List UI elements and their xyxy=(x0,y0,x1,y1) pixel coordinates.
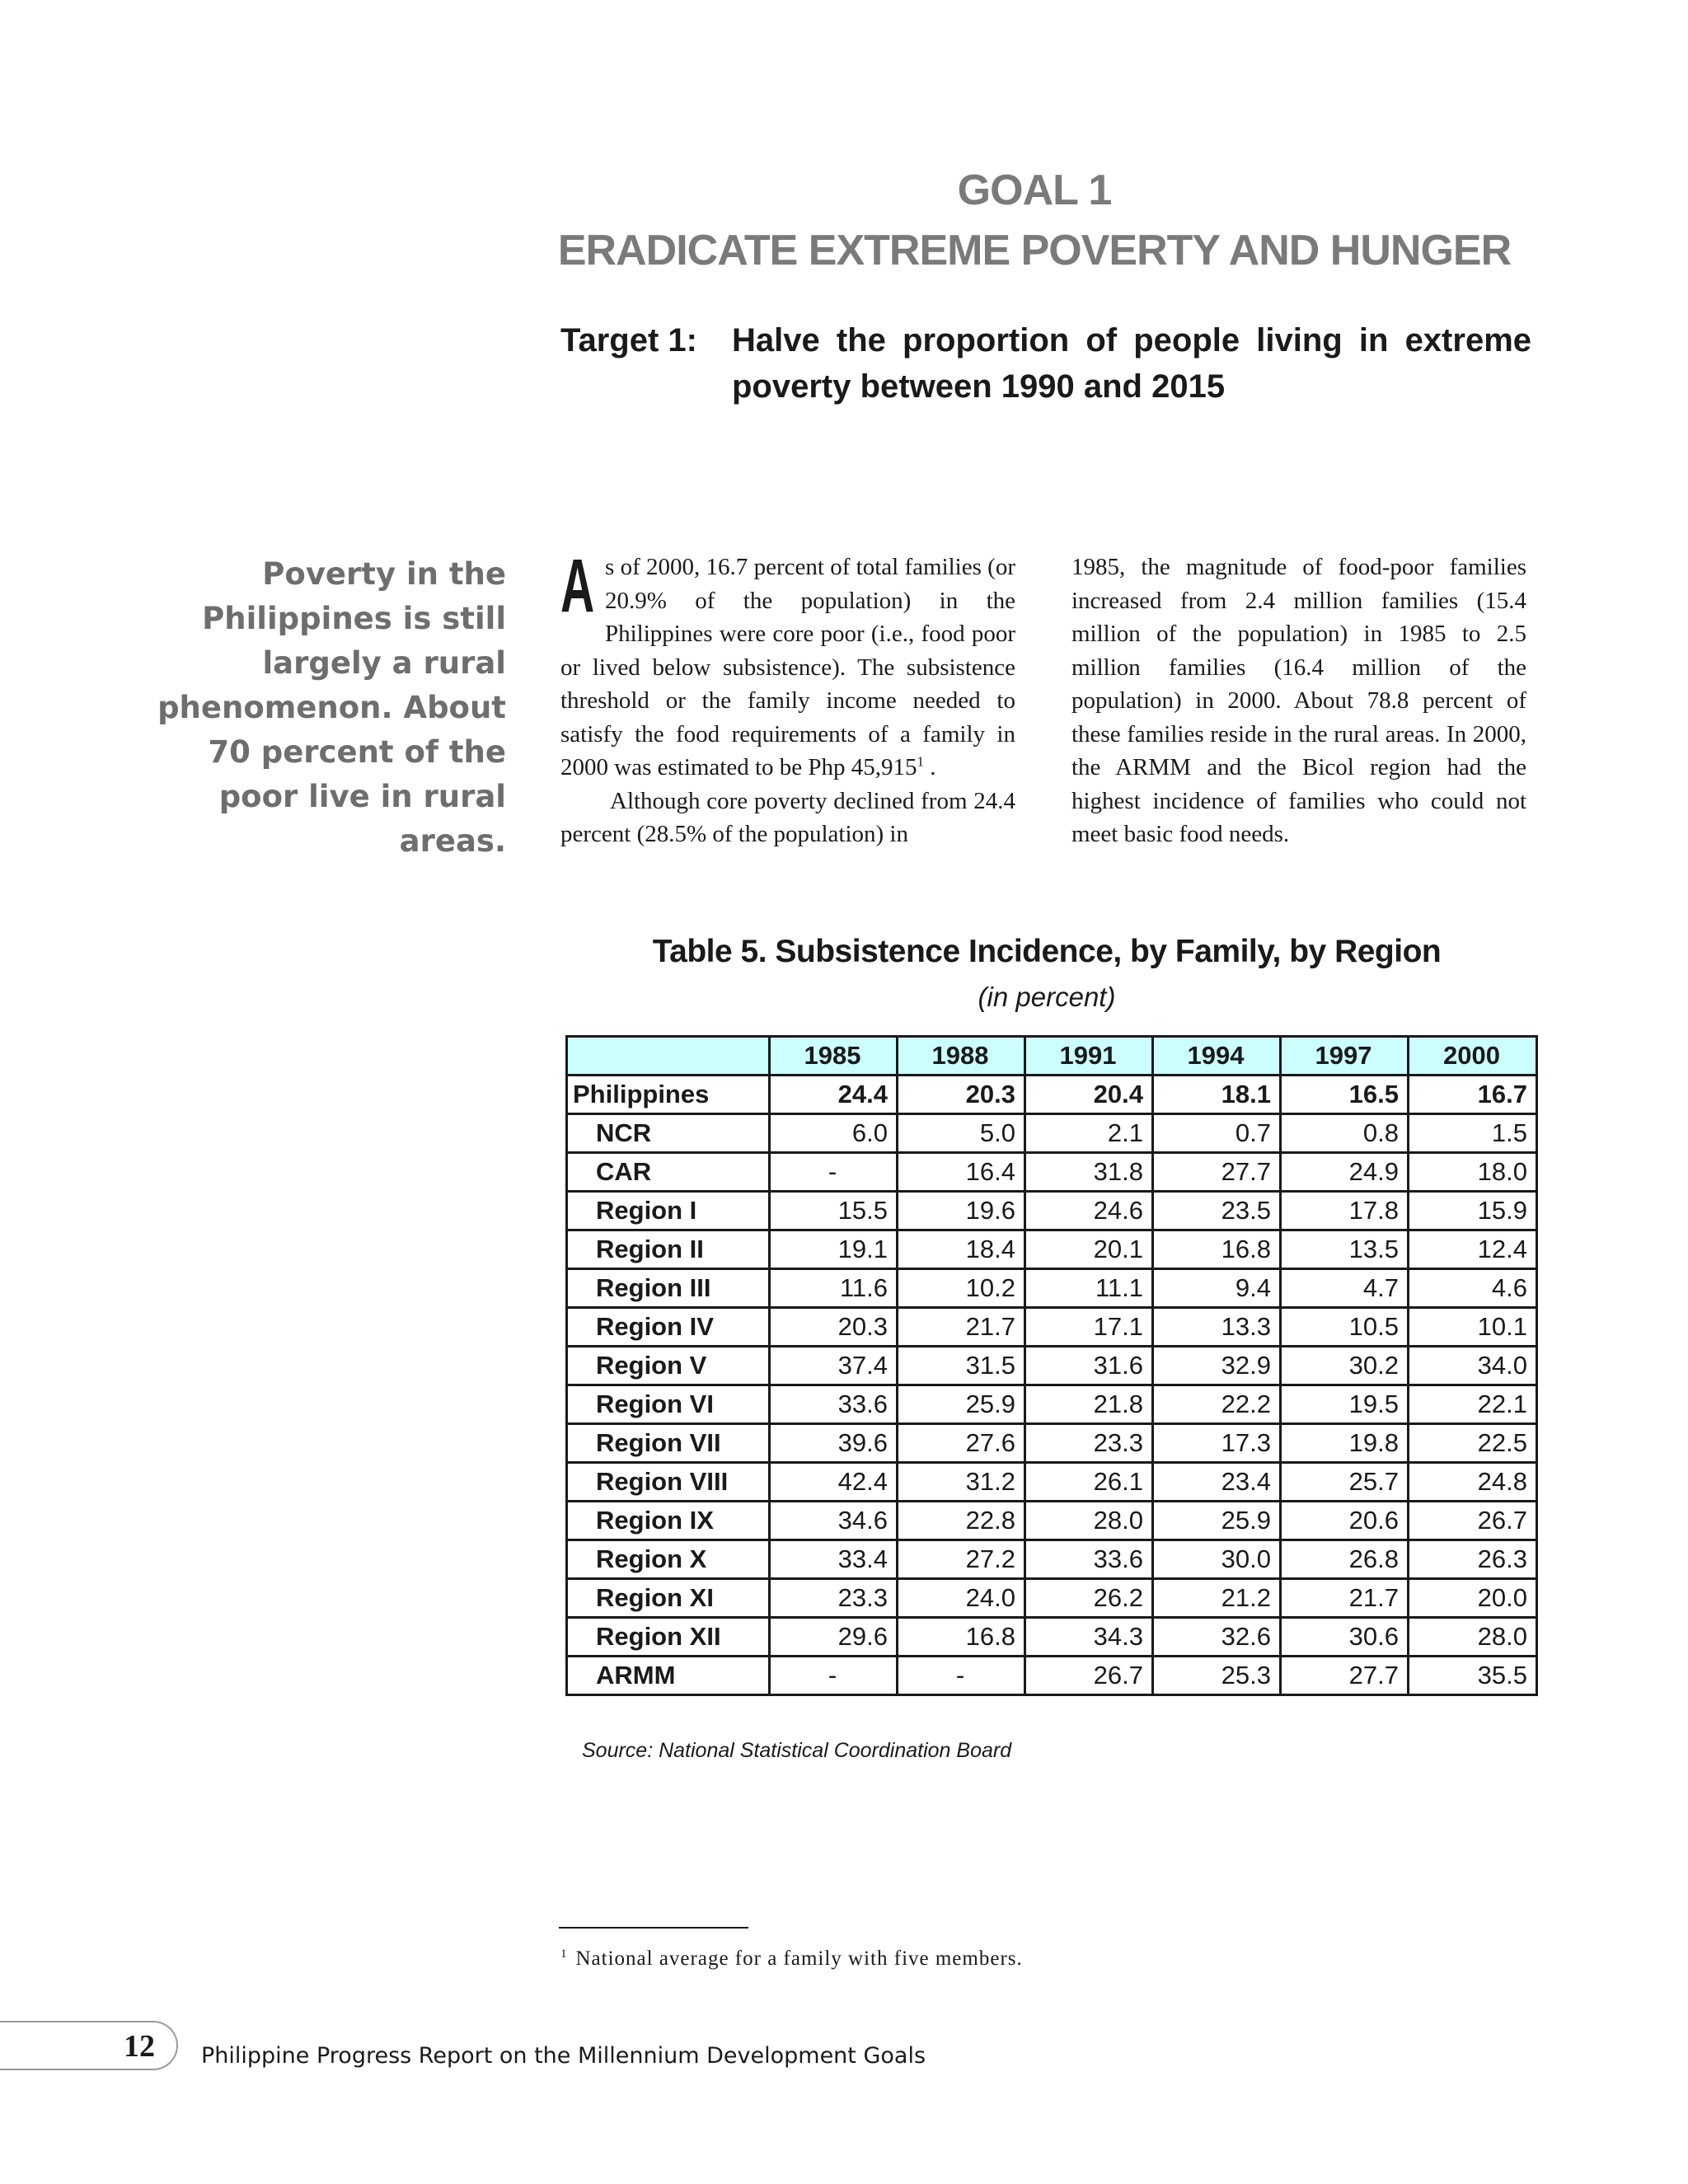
table-cell: - xyxy=(770,1153,898,1192)
table-cell: 10.1 xyxy=(1409,1308,1537,1347)
table-row xyxy=(567,1579,1537,1618)
row-label: Region VIII xyxy=(567,1463,770,1502)
header-cell: 1991 xyxy=(1025,1037,1153,1076)
footnote-divider xyxy=(559,1927,748,1929)
table-row xyxy=(567,1308,1537,1347)
footnote xyxy=(560,1945,1023,1973)
table-cell: 25.9 xyxy=(1153,1502,1281,1540)
footnote-number: 1 xyxy=(560,1947,568,1961)
table-cell: 31.6 xyxy=(1025,1347,1153,1385)
table-cell: 19.1 xyxy=(770,1230,898,1269)
table-cell: 10.2 xyxy=(898,1269,1025,1308)
table-header-row xyxy=(567,1037,1537,1076)
paragraph-2 xyxy=(560,785,1015,851)
table-cell: 16.5 xyxy=(1281,1076,1409,1114)
table-cell: 31.5 xyxy=(898,1347,1025,1385)
table-cell: 37.4 xyxy=(770,1347,898,1385)
table-cell: 16.8 xyxy=(898,1618,1025,1657)
table-cell: 29.6 xyxy=(770,1618,898,1657)
goal-number: GOAL 1 xyxy=(957,166,1112,214)
table-cell: 19.6 xyxy=(898,1192,1025,1230)
table-cell: 27.6 xyxy=(898,1424,1025,1463)
table-cell: - xyxy=(898,1657,1025,1695)
table-cell: 18.1 xyxy=(1153,1076,1281,1114)
table-cell: 22.8 xyxy=(898,1502,1025,1540)
paragraph-1-end: . xyxy=(924,754,936,780)
row-label: Region II xyxy=(567,1230,770,1269)
table-cell: 28.0 xyxy=(1025,1502,1153,1540)
table-title: Table 5. Subsistence Incidence, by Family, by Region xyxy=(652,934,1442,969)
table-cell: 16.4 xyxy=(898,1153,1025,1192)
table-cell: 16.8 xyxy=(1153,1230,1281,1269)
table-cell: 35.5 xyxy=(1409,1657,1537,1695)
header-cell xyxy=(567,1037,770,1076)
table-row xyxy=(567,1114,1537,1153)
table-cell: 25.9 xyxy=(898,1385,1025,1424)
table-cell: 20.3 xyxy=(770,1308,898,1347)
table-cell: 30.6 xyxy=(1281,1618,1409,1657)
table-cell: 20.3 xyxy=(898,1076,1025,1114)
footnote-text: National average for a family with five members. xyxy=(575,1947,1023,1970)
table-cell: 23.3 xyxy=(1025,1424,1153,1463)
table-cell: 19.8 xyxy=(1281,1424,1409,1463)
table-cell: 21.2 xyxy=(1153,1579,1281,1618)
table-cell: 13.3 xyxy=(1153,1308,1281,1347)
table-source: Source: National Statistical Coordination Board xyxy=(582,1739,1012,1762)
goal-title: ERADICATE EXTREME POVERTY AND HUNGER xyxy=(557,227,1512,274)
table-cell: 27.2 xyxy=(898,1540,1025,1579)
row-label: Region XI xyxy=(567,1579,770,1618)
table-cell: 20.1 xyxy=(1025,1230,1153,1269)
table-cell: 20.0 xyxy=(1409,1579,1537,1618)
table-cell: - xyxy=(770,1657,898,1695)
table-cell: 6.0 xyxy=(770,1114,898,1153)
table-row xyxy=(567,1424,1537,1463)
table-cell: 21.7 xyxy=(1281,1579,1409,1618)
header-cell: 2000 xyxy=(1409,1037,1537,1076)
table-cell: 26.2 xyxy=(1025,1579,1153,1618)
table-cell: 17.3 xyxy=(1153,1424,1281,1463)
paragraph-1 xyxy=(560,544,1015,785)
table-cell: 4.6 xyxy=(1409,1269,1537,1308)
row-label: ARMM xyxy=(567,1657,770,1695)
table-cell: 18.0 xyxy=(1409,1153,1537,1192)
target-label: Target 1: xyxy=(560,322,697,359)
table-cell: 24.9 xyxy=(1281,1153,1409,1192)
table-cell: 22.5 xyxy=(1409,1424,1537,1463)
table-cell: 22.2 xyxy=(1153,1385,1281,1424)
drop-cap: A xyxy=(560,544,595,628)
table-cell: 30.0 xyxy=(1153,1540,1281,1579)
table-cell: 34.6 xyxy=(770,1502,898,1540)
paragraph-2-text-part2: 1985, the magnitude of food-poor families increased from 2.4 million families (15.4 million of the population) in 1985 to 2.5 million families (16.4 million of the population) in 2000. About 78.8 percent of these families reside in the rural areas. In 2000, the ARMM and the Bicol region had the highest incidence of families who could not meet basic food needs. xyxy=(1071,554,1526,847)
table-cell: 31.8 xyxy=(1025,1153,1153,1192)
table-cell: 23.4 xyxy=(1153,1463,1281,1502)
table-cell: 21.7 xyxy=(898,1308,1025,1347)
row-label: Region VI xyxy=(567,1385,770,1424)
table-cell: 19.5 xyxy=(1281,1385,1409,1424)
table-cell: 17.8 xyxy=(1281,1192,1409,1230)
target-text: Halve the proportion of people living in extreme poverty between 1990 and 2015 xyxy=(732,322,1531,405)
table-cell: 33.6 xyxy=(770,1385,898,1424)
header-cell: 1997 xyxy=(1281,1037,1409,1076)
table-cell: 17.1 xyxy=(1025,1308,1153,1347)
table-cell: 28.0 xyxy=(1409,1618,1537,1657)
header-cell: 1994 xyxy=(1153,1037,1281,1076)
page-number: 12 xyxy=(124,2029,155,2064)
body-column-right xyxy=(1071,551,1526,851)
table-cell: 31.2 xyxy=(898,1463,1025,1502)
table-cell: 12.4 xyxy=(1409,1230,1537,1269)
row-label: Region III xyxy=(567,1269,770,1308)
table-cell: 30.2 xyxy=(1281,1347,1409,1385)
table-cell: 21.8 xyxy=(1025,1385,1153,1424)
table-cell: 24.6 xyxy=(1025,1192,1153,1230)
paragraph-2-continued xyxy=(1071,551,1526,851)
row-label: CAR xyxy=(567,1153,770,1192)
table-cell: 32.6 xyxy=(1153,1618,1281,1657)
table-cell: 34.3 xyxy=(1025,1618,1153,1657)
table-cell: 26.3 xyxy=(1409,1540,1537,1579)
row-label: Region V xyxy=(567,1347,770,1385)
table-cell: 34.0 xyxy=(1409,1347,1537,1385)
table-cell: 4.7 xyxy=(1281,1269,1409,1308)
table-cell: 16.7 xyxy=(1409,1076,1537,1114)
header-cell: 1988 xyxy=(898,1037,1025,1076)
table-row xyxy=(567,1153,1537,1192)
table-row xyxy=(567,1347,1537,1385)
table-cell: 1.5 xyxy=(1409,1114,1537,1153)
table-cell: 27.7 xyxy=(1153,1153,1281,1192)
table-cell: 42.4 xyxy=(770,1463,898,1502)
row-label: Region X xyxy=(567,1540,770,1579)
table-cell: 25.7 xyxy=(1281,1463,1409,1502)
table-row xyxy=(567,1502,1537,1540)
subsistence-table xyxy=(565,1035,1538,1696)
table-row xyxy=(567,1618,1537,1657)
row-label: Region IX xyxy=(567,1502,770,1540)
table-cell: 15.9 xyxy=(1409,1192,1537,1230)
table-row xyxy=(567,1076,1537,1114)
table-body xyxy=(567,1076,1537,1695)
table-cell: 27.7 xyxy=(1281,1657,1409,1695)
table-row xyxy=(567,1657,1537,1695)
table-cell: 26.1 xyxy=(1025,1463,1153,1502)
table-cell: 24.4 xyxy=(770,1076,898,1114)
table-cell: 18.4 xyxy=(898,1230,1025,1269)
table-row xyxy=(567,1385,1537,1424)
table-cell: 25.3 xyxy=(1153,1657,1281,1695)
row-label: Region IV xyxy=(567,1308,770,1347)
table-row xyxy=(567,1269,1537,1308)
table-cell: 13.5 xyxy=(1281,1230,1409,1269)
table-cell: 15.5 xyxy=(770,1192,898,1230)
table-cell: 10.5 xyxy=(1281,1308,1409,1347)
table-cell: 11.1 xyxy=(1025,1269,1153,1308)
table-row xyxy=(567,1192,1537,1230)
table-cell: 39.6 xyxy=(770,1424,898,1463)
paragraph-1-text: s of 2000, 16.7 percent of total families (or 20.9% of the population) in the Philippines were core poor (i.e., food poor or lived below subsistence). The subsistence threshold or the family income needed to satisfy the food requirements of a family in 2000 was estimated to be Php 45,915 xyxy=(560,554,1015,780)
body-column-left xyxy=(560,544,1015,851)
table-row xyxy=(567,1540,1537,1579)
table-cell: 26.7 xyxy=(1409,1502,1537,1540)
table-cell: 23.3 xyxy=(770,1579,898,1618)
row-label: Region VII xyxy=(567,1424,770,1463)
table-cell: 20.6 xyxy=(1281,1502,1409,1540)
row-label: Region XII xyxy=(567,1618,770,1657)
table-cell: 32.9 xyxy=(1153,1347,1281,1385)
table-cell: 22.1 xyxy=(1409,1385,1537,1424)
table-cell: 0.7 xyxy=(1153,1114,1281,1153)
table-row xyxy=(567,1230,1537,1269)
table-cell: 24.8 xyxy=(1409,1463,1537,1502)
row-label: NCR xyxy=(567,1114,770,1153)
table-cell: 2.1 xyxy=(1025,1114,1153,1153)
table-cell: 33.4 xyxy=(770,1540,898,1579)
paragraph-2-text-part1: Although core poverty declined from 24.4 percent (28.5% of the population) in xyxy=(560,787,1015,847)
row-label: Philippines xyxy=(567,1076,770,1114)
table-cell: 24.0 xyxy=(898,1579,1025,1618)
table-cell: 26.7 xyxy=(1025,1657,1153,1695)
pull-quote: Poverty in the Philippines is still largely a rural phenomenon. About 70 percent of the poor live in rural areas. xyxy=(157,556,506,859)
table-cell: 20.4 xyxy=(1025,1076,1153,1114)
row-label: Region I xyxy=(567,1192,770,1230)
running-footer: Philippine Progress Report on the Millennium Development Goals xyxy=(201,2043,926,2069)
table-cell: 26.8 xyxy=(1281,1540,1409,1579)
table-cell: 11.6 xyxy=(770,1269,898,1308)
table-cell: 23.5 xyxy=(1153,1192,1281,1230)
table-cell: 9.4 xyxy=(1153,1269,1281,1308)
table-row xyxy=(567,1463,1537,1502)
table-subtitle: (in percent) xyxy=(978,982,1116,1012)
footnote-ref: 1 xyxy=(917,753,925,770)
table-cell: 33.6 xyxy=(1025,1540,1153,1579)
header-cell: 1985 xyxy=(770,1037,898,1076)
table-cell: 5.0 xyxy=(898,1114,1025,1153)
table-cell: 0.8 xyxy=(1281,1114,1409,1153)
